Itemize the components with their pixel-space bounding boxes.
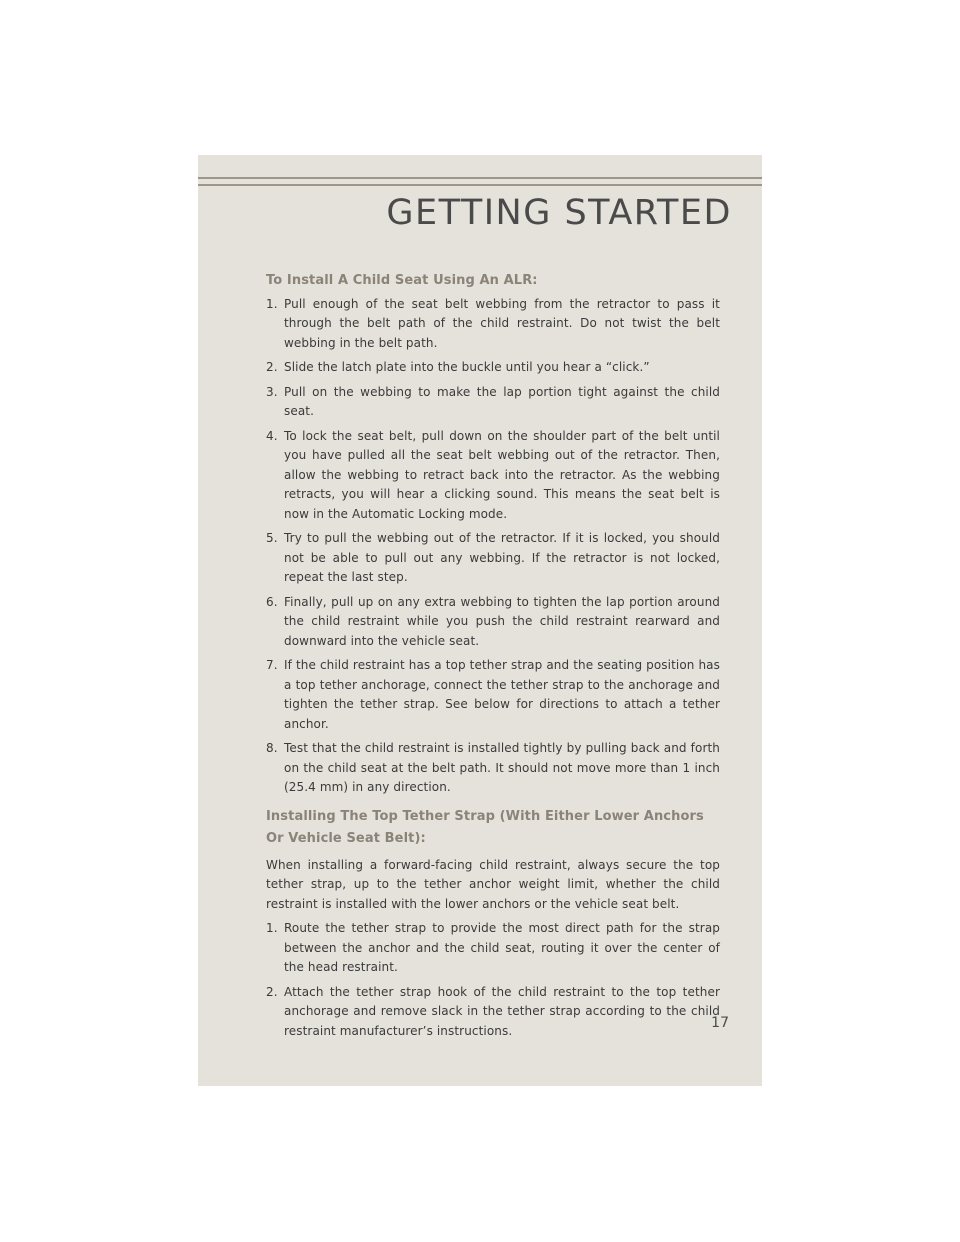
top-tether-intro: When installing a forward-facing child restraint, always secure the top tether strap, up to the tether anchor weight limit, whether the child restraint is installed with the lower anchors or the vehicle seat belt. [266, 857, 720, 911]
alr-step-7 [266, 656, 720, 734]
top-tether-heading: Installing The Top Tether Strap (With Either Lower Anchors Or Vehicle Seat Belt): [266, 808, 704, 846]
alr-step-6 [266, 593, 720, 652]
alr-install-heading: To Install A Child Seat Using An ALR: [266, 273, 538, 288]
header-rule-bottom [198, 184, 762, 186]
step-text: Pull enough of the seat belt webbing from the retractor to pass it through the belt path of the child restraint. Do not twist the belt webbing in the belt path. [284, 296, 720, 350]
step-number: 8. [266, 741, 278, 755]
step-number: 5. [266, 531, 278, 545]
alr-step-5 [266, 529, 720, 588]
step-number: 1. [266, 921, 278, 935]
alr-step-2 [266, 358, 720, 378]
step-number: 6. [266, 594, 278, 609]
step-number: 7. [266, 658, 278, 672]
page-content [266, 271, 720, 1046]
step-text: Pull on the webbing to make the lap portion tight against the child seat. [284, 384, 720, 418]
top-tether-steps [266, 919, 720, 1041]
alr-step-4 [266, 427, 720, 525]
step-number: 3. [266, 384, 278, 399]
step-number: 4. [266, 428, 278, 443]
step-number: 2. [266, 360, 278, 374]
header-rule-top [198, 177, 762, 179]
alr-step-8 [266, 739, 720, 798]
step-text: If the child restraint has a top tether strap and the seating position has a top tether anchorage, connect the tether strap to the anchorage and tighten the tether strap. See below for directions to attach a tether anchor. [284, 658, 720, 731]
step-number: 2. [266, 984, 278, 999]
step-text: Try to pull the webbing out of the retractor. If it is locked, you should not be able to pull out any webbing. If the retractor is not locked, repeat the last step. [284, 531, 720, 584]
tether-step-2 [266, 983, 720, 1042]
page-number: 17 [711, 1015, 729, 1031]
step-text: To lock the seat belt, pull down on the shoulder part of the belt until you have pulled all the seat belt webbing out of the retractor. Then, allow the webbing to retract back into the retractor. As the webbing retracts, you will hear a clicking sound. This means the seat belt is now in the Automatic Locking mode. [284, 428, 720, 521]
step-number: 1. [266, 296, 278, 311]
step-text: Test that the child restraint is installed tightly by pulling back and forth on the child seat at the belt path. It should not move more than 1 inch (25.4 mm) in any direction. [284, 741, 720, 794]
step-text: Route the tether strap to provide the most direct path for the strap between the anchor and the child seat, routing it over the center of the head restraint. [284, 921, 720, 974]
step-text: Finally, pull up on any extra webbing to tighten the lap portion around the child restraint while you push the child restraint rearward and downward into the vehicle seat. [284, 594, 720, 648]
manual-page [198, 155, 762, 1086]
section-title: GETTING STARTED [386, 193, 732, 233]
step-text: Attach the tether strap hook of the child restraint to the top tether anchorage and remove slack in the tether strap according to the child restraint manufacturer’s instructions. [284, 984, 720, 1038]
step-text: Slide the latch plate into the buckle until you hear a “click.” [284, 360, 650, 374]
tether-step-1 [266, 919, 720, 978]
alr-step-1 [266, 295, 720, 354]
alr-install-steps [266, 295, 720, 798]
alr-step-3 [266, 383, 720, 422]
